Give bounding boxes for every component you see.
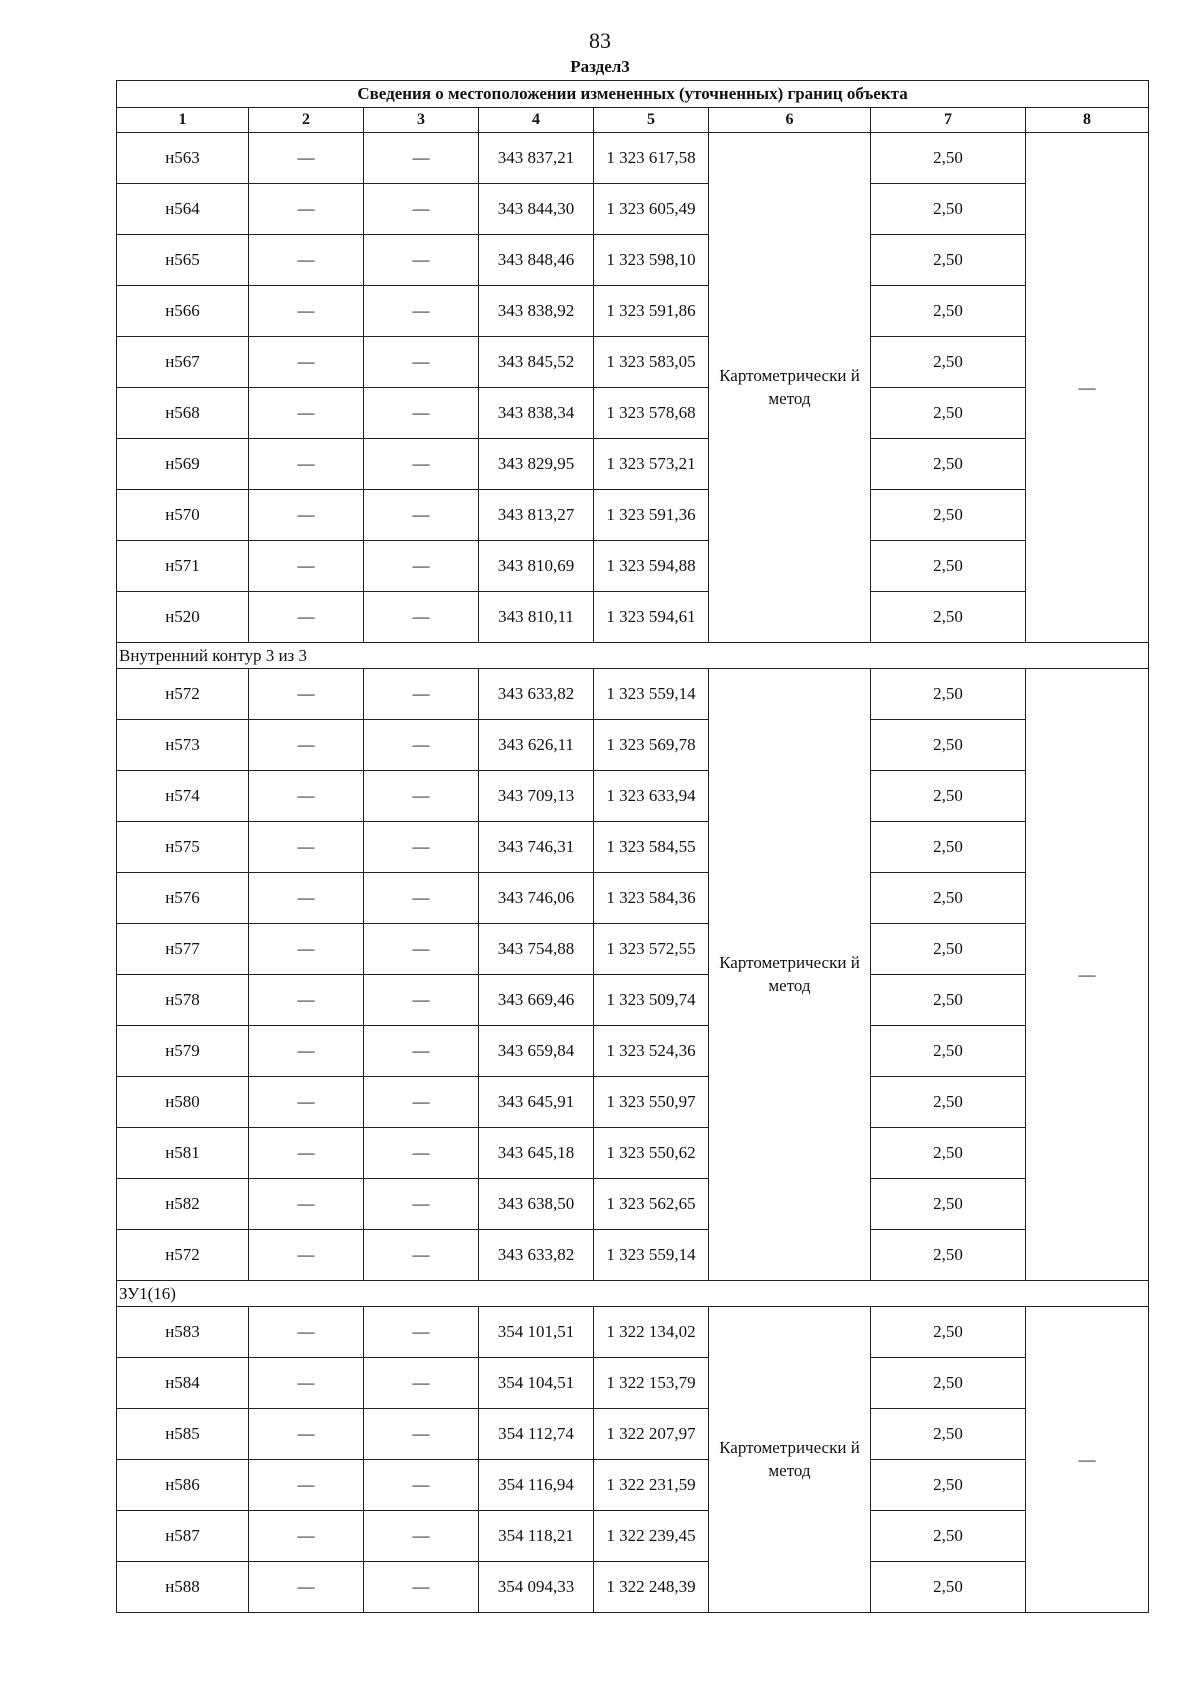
col3-cell: — [364,1077,479,1128]
table-row [117,1230,1149,1281]
col3-cell: — [364,924,479,975]
col2-cell: — [249,822,364,873]
col2-cell: — [249,720,364,771]
col2-cell: — [249,873,364,924]
table-row [117,286,1149,337]
accuracy-cell: 2,50 [871,720,1026,771]
x-coordinate-cell: 354 118,21 [479,1511,594,1562]
accuracy-cell: 2,50 [871,1307,1026,1358]
accuracy-cell: 2,50 [871,1230,1026,1281]
point-name-cell: н563 [117,133,249,184]
col3-cell: — [364,669,479,720]
col3-cell: — [364,1409,479,1460]
accuracy-cell: 2,50 [871,1460,1026,1511]
y-coordinate-cell: 1 322 153,79 [594,1358,709,1409]
accuracy-cell: 2,50 [871,669,1026,720]
point-name-cell: н584 [117,1358,249,1409]
table-row [117,1358,1149,1409]
column-header-2: 2 [249,108,364,133]
point-name-cell: н580 [117,1077,249,1128]
accuracy-cell: 2,50 [871,337,1026,388]
point-name-cell: н569 [117,439,249,490]
table-row [117,1077,1149,1128]
contour-label-row [117,1281,1149,1307]
col3-cell: — [364,1128,479,1179]
table-row [117,669,1149,720]
y-coordinate-cell: 1 323 594,88 [594,541,709,592]
accuracy-cell: 2,50 [871,541,1026,592]
accuracy-cell: 2,50 [871,1026,1026,1077]
y-coordinate-cell: 1 322 239,45 [594,1511,709,1562]
col3-cell: — [364,1562,479,1613]
y-coordinate-cell: 1 323 562,65 [594,1179,709,1230]
accuracy-cell: 2,50 [871,1358,1026,1409]
col2-cell: — [249,1026,364,1077]
y-coordinate-cell: 1 323 598,10 [594,235,709,286]
y-coordinate-cell: 1 322 207,97 [594,1409,709,1460]
x-coordinate-cell: 354 104,51 [479,1358,594,1409]
y-coordinate-cell: 1 323 573,21 [594,439,709,490]
x-coordinate-cell: 343 810,69 [479,541,594,592]
point-name-cell: н574 [117,771,249,822]
col3-cell: — [364,184,479,235]
point-name-cell: н567 [117,337,249,388]
contour-label: Внутренний контур 3 из 3 [117,643,1149,669]
table-row [117,771,1149,822]
x-coordinate-cell: 343 645,91 [479,1077,594,1128]
point-name-cell: н566 [117,286,249,337]
column-header-8: 8 [1026,108,1149,133]
table-row [117,592,1149,643]
table-row [117,975,1149,1026]
col2-cell: — [249,1460,364,1511]
column-header-7: 7 [871,108,1026,133]
point-name-cell: н577 [117,924,249,975]
col3-cell: — [364,235,479,286]
table-row [117,541,1149,592]
x-coordinate-cell: 343 746,06 [479,873,594,924]
accuracy-cell: 2,50 [871,235,1026,286]
point-name-cell: н576 [117,873,249,924]
y-coordinate-cell: 1 323 605,49 [594,184,709,235]
table-row [117,1179,1149,1230]
col8-cell: — [1026,1307,1149,1613]
col3-cell: — [364,541,479,592]
point-name-cell: н570 [117,490,249,541]
x-coordinate-cell: 343 645,18 [479,1128,594,1179]
table-caption: Сведения о местоположении измененных (уточненных) границ объекта [117,81,1149,108]
y-coordinate-cell: 1 323 550,97 [594,1077,709,1128]
point-name-cell: н564 [117,184,249,235]
accuracy-cell: 2,50 [871,1562,1026,1613]
point-name-cell: н568 [117,388,249,439]
col3-cell: — [364,490,479,541]
x-coordinate-cell: 343 754,88 [479,924,594,975]
col3-cell: — [364,1026,479,1077]
y-coordinate-cell: 1 323 578,68 [594,388,709,439]
col3-cell: — [364,1307,479,1358]
table-row [117,1460,1149,1511]
col3-cell: — [364,720,479,771]
col3-cell: — [364,388,479,439]
section-title: Раздел3 [570,57,630,76]
col2-cell: — [249,771,364,822]
accuracy-cell: 2,50 [871,184,1026,235]
accuracy-cell: 2,50 [871,286,1026,337]
table-row [117,439,1149,490]
x-coordinate-cell: 343 633,82 [479,1230,594,1281]
col2-cell: — [249,133,364,184]
point-name-cell: н573 [117,720,249,771]
x-coordinate-cell: 343 810,11 [479,592,594,643]
point-name-cell: н565 [117,235,249,286]
y-coordinate-cell: 1 322 134,02 [594,1307,709,1358]
col2-cell: — [249,1409,364,1460]
col3-cell: — [364,592,479,643]
col2-cell: — [249,669,364,720]
col3-cell: — [364,133,479,184]
x-coordinate-cell: 343 837,21 [479,133,594,184]
y-coordinate-cell: 1 323 633,94 [594,771,709,822]
method-cell: Картометрически й метод [709,669,871,1281]
col3-cell: — [364,975,479,1026]
table-row [117,1562,1149,1613]
col3-cell: — [364,822,479,873]
table-row [117,133,1149,184]
y-coordinate-cell: 1 323 572,55 [594,924,709,975]
column-header-4: 4 [479,108,594,133]
accuracy-cell: 2,50 [871,771,1026,822]
table-row [117,337,1149,388]
y-coordinate-cell: 1 323 584,55 [594,822,709,873]
point-name-cell: н583 [117,1307,249,1358]
table-row [117,235,1149,286]
col2-cell: — [249,975,364,1026]
col3-cell: — [364,771,479,822]
point-name-cell: н572 [117,669,249,720]
x-coordinate-cell: 343 838,34 [479,388,594,439]
y-coordinate-cell: 1 323 591,36 [594,490,709,541]
col2-cell: — [249,439,364,490]
y-coordinate-cell: 1 323 617,58 [594,133,709,184]
col2-cell: — [249,1562,364,1613]
table-row [117,490,1149,541]
col3-cell: — [364,1358,479,1409]
point-name-cell: н572 [117,1230,249,1281]
col2-cell: — [249,388,364,439]
x-coordinate-cell: 343 669,46 [479,975,594,1026]
col2-cell: — [249,235,364,286]
point-name-cell: н581 [117,1128,249,1179]
y-coordinate-cell: 1 323 591,86 [594,286,709,337]
col2-cell: — [249,592,364,643]
col3-cell: — [364,1460,479,1511]
table-row [117,924,1149,975]
col2-cell: — [249,541,364,592]
accuracy-cell: 2,50 [871,924,1026,975]
y-coordinate-cell: 1 323 594,61 [594,592,709,643]
accuracy-cell: 2,50 [871,873,1026,924]
x-coordinate-cell: 343 626,11 [479,720,594,771]
y-coordinate-cell: 1 323 569,78 [594,720,709,771]
table-row [117,1409,1149,1460]
x-coordinate-cell: 343 633,82 [479,669,594,720]
col2-cell: — [249,490,364,541]
table-row [117,388,1149,439]
accuracy-cell: 2,50 [871,439,1026,490]
accuracy-cell: 2,50 [871,133,1026,184]
x-coordinate-cell: 354 101,51 [479,1307,594,1358]
accuracy-cell: 2,50 [871,592,1026,643]
point-name-cell: н585 [117,1409,249,1460]
accuracy-cell: 2,50 [871,822,1026,873]
y-coordinate-cell: 1 323 524,36 [594,1026,709,1077]
accuracy-cell: 2,50 [871,1179,1026,1230]
x-coordinate-cell: 343 838,92 [479,286,594,337]
point-name-cell: н582 [117,1179,249,1230]
col3-cell: — [364,337,479,388]
table-row [117,1307,1149,1358]
y-coordinate-cell: 1 323 583,05 [594,337,709,388]
table-row [117,184,1149,235]
col2-cell: — [249,1511,364,1562]
col2-cell: — [249,286,364,337]
col2-cell: — [249,184,364,235]
col2-cell: — [249,924,364,975]
contour-label-row [117,643,1149,669]
table-row [117,822,1149,873]
point-name-cell: н588 [117,1562,249,1613]
x-coordinate-cell: 343 709,13 [479,771,594,822]
point-name-cell: н571 [117,541,249,592]
column-header-5: 5 [594,108,709,133]
table-row [117,1511,1149,1562]
point-name-cell: н586 [117,1460,249,1511]
method-cell: Картометрически й метод [709,1307,871,1613]
col8-cell: — [1026,669,1149,1281]
y-coordinate-cell: 1 322 231,59 [594,1460,709,1511]
table-row [117,720,1149,771]
col2-cell: — [249,337,364,388]
point-name-cell: н578 [117,975,249,1026]
accuracy-cell: 2,50 [871,490,1026,541]
table-row [117,1128,1149,1179]
col2-cell: — [249,1307,364,1358]
accuracy-cell: 2,50 [871,388,1026,439]
point-name-cell: н579 [117,1026,249,1077]
y-coordinate-cell: 1 323 559,14 [594,669,709,720]
col3-cell: — [364,1179,479,1230]
point-name-cell: н587 [117,1511,249,1562]
x-coordinate-cell: 343 845,52 [479,337,594,388]
x-coordinate-cell: 343 844,30 [479,184,594,235]
point-name-cell: н575 [117,822,249,873]
x-coordinate-cell: 343 638,50 [479,1179,594,1230]
y-coordinate-cell: 1 323 584,36 [594,873,709,924]
accuracy-cell: 2,50 [871,1409,1026,1460]
accuracy-cell: 2,50 [871,1511,1026,1562]
coordinates-table [116,80,1149,1613]
col2-cell: — [249,1358,364,1409]
col2-cell: — [249,1077,364,1128]
x-coordinate-cell: 343 848,46 [479,235,594,286]
accuracy-cell: 2,50 [871,975,1026,1026]
table-row [117,873,1149,924]
column-header-3: 3 [364,108,479,133]
page-number: 83 [589,28,611,53]
x-coordinate-cell: 343 746,31 [479,822,594,873]
col3-cell: — [364,873,479,924]
col3-cell: — [364,1511,479,1562]
col3-cell: — [364,439,479,490]
col3-cell: — [364,1230,479,1281]
table-row [117,1026,1149,1077]
x-coordinate-cell: 343 829,95 [479,439,594,490]
col2-cell: — [249,1179,364,1230]
x-coordinate-cell: 343 659,84 [479,1026,594,1077]
col2-cell: — [249,1128,364,1179]
y-coordinate-cell: 1 322 248,39 [594,1562,709,1613]
point-name-cell: н520 [117,592,249,643]
method-cell: Картометрически й метод [709,133,871,643]
column-header-1: 1 [117,108,249,133]
x-coordinate-cell: 354 112,74 [479,1409,594,1460]
column-header-6: 6 [709,108,871,133]
contour-label: ЗУ1(16) [117,1281,1149,1307]
x-coordinate-cell: 343 813,27 [479,490,594,541]
col3-cell: — [364,286,479,337]
accuracy-cell: 2,50 [871,1077,1026,1128]
x-coordinate-cell: 354 094,33 [479,1562,594,1613]
y-coordinate-cell: 1 323 550,62 [594,1128,709,1179]
x-coordinate-cell: 354 116,94 [479,1460,594,1511]
y-coordinate-cell: 1 323 559,14 [594,1230,709,1281]
accuracy-cell: 2,50 [871,1128,1026,1179]
y-coordinate-cell: 1 323 509,74 [594,975,709,1026]
col8-cell: — [1026,133,1149,643]
col2-cell: — [249,1230,364,1281]
